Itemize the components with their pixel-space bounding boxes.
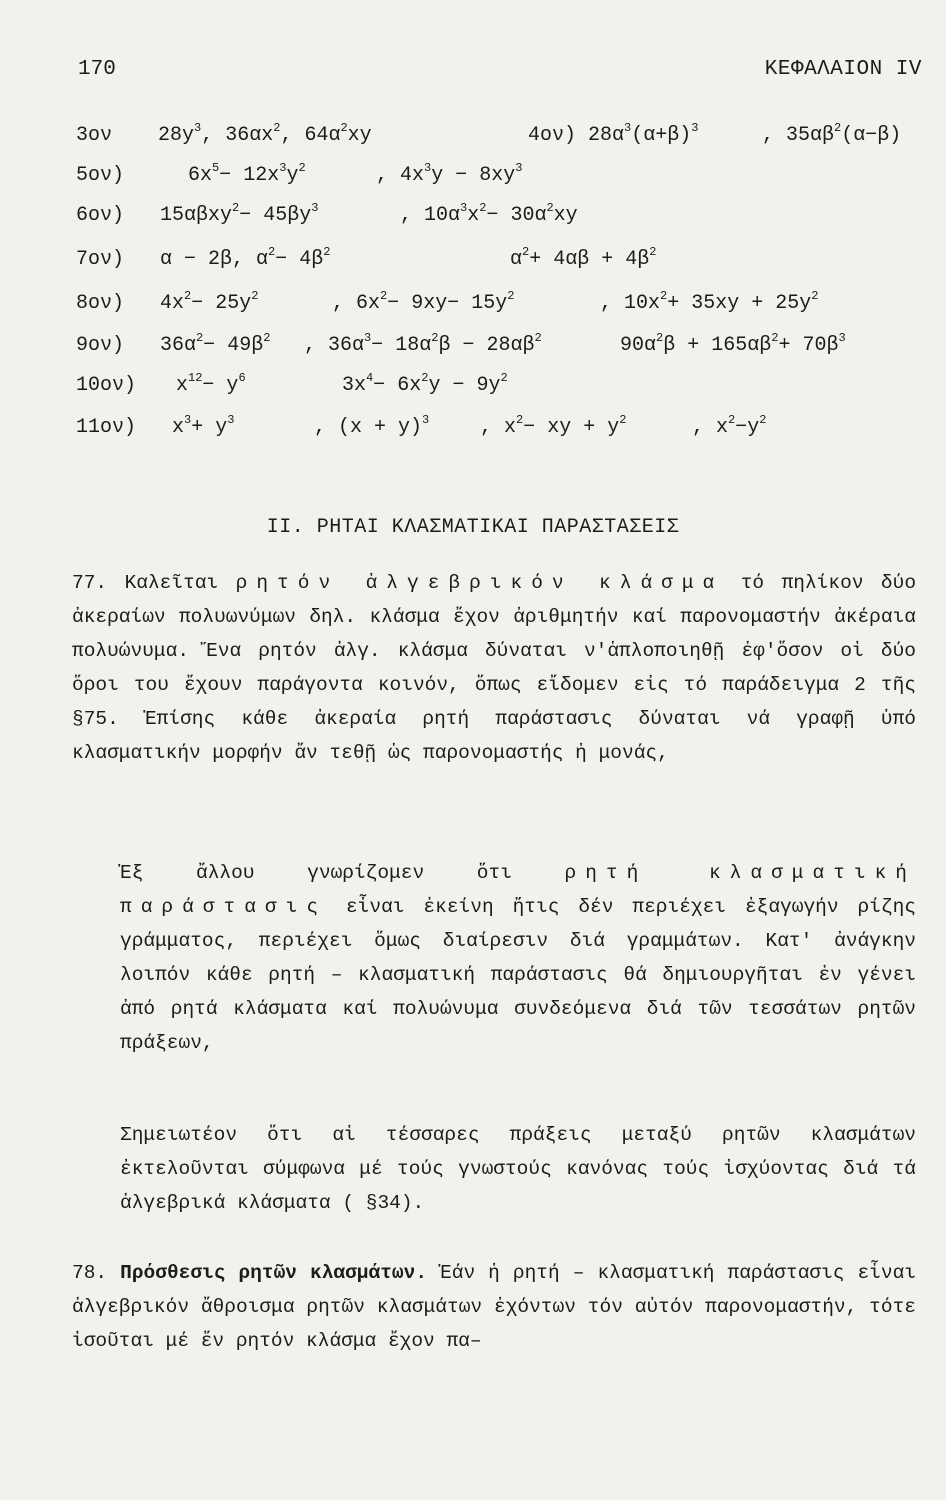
- paragraph-77-b: Ἐξ ἄλλου γνωρίζομεν ὅτι ρητή κλασματική παράστασις εἶναι ἐκείνη ἥτις δέν περιέχει ἐξαγωγήν ρίζης γράμματος, περιέχει ὅμως διαίρεσιν διά γραμμάτων. Κατ' ἀνάγκην λοιπόν κάθε ρητή – κλασματική παράστασις θά δημιουργῆται ἐν γένει ἀπό ρητά κλάσματα καί πολυώνυμα συνδεόμενα διά τῶν τεσσάτων ρητῶν πράξεων,: [120, 862, 917, 1054]
- paragraph-number: 78.: [72, 1262, 108, 1284]
- exercise-label: 9ον): [76, 334, 125, 357]
- expression: , $x^2-y^2$: [692, 413, 767, 439]
- exercise-label: 5ον): [76, 164, 125, 187]
- expression: $\alpha^2+ 4\alpha\beta + 4\beta^2$: [510, 245, 657, 271]
- paragraph-heading: Πρόσθεσις ρητῶν κλασμάτων.: [120, 1262, 428, 1284]
- exercise-label: 11ον): [76, 416, 137, 439]
- expression: $3x^4- 6x^2y - 9y^2$: [342, 371, 508, 397]
- exercise-row-3: [76, 121, 936, 156]
- exercise-label: 6ον): [76, 204, 125, 227]
- expression: 4ον) $28\alpha^3(\alpha+\beta)^3$: [528, 121, 699, 147]
- defined-term: ρητή κλασματική παράστασις: [120, 862, 916, 918]
- expression: $6x^5- 12x^3y^2$: [188, 161, 306, 187]
- exercise-row-8: [76, 289, 936, 324]
- section-title: II. ΡΗΤΑΙ ΚΛΑΣΜΑΤΙΚΑΙ ΠΑΡΑΣΤΑΣΕΙΣ: [266, 516, 680, 539]
- exercise-row-6: [76, 201, 936, 236]
- exercise-label: 3ον: [76, 124, 113, 147]
- exercise-label: 10ον): [76, 374, 137, 397]
- expression: $4x^2- 25y^2$: [160, 289, 259, 315]
- expression: $x^3+ y^3$: [172, 413, 235, 439]
- exercise-row-5: [76, 161, 936, 196]
- expression: , $(x + y)^3$: [314, 413, 430, 439]
- paragraph-78: 78. Πρόσθεσις ρητῶν κλασμάτων. Ἐάν ἡ ρητή – κλασματική παράστασις εἶναι ἀλγεβρικόν ἄθροισμα ρητῶν κλασμάτων ἐχόντων τόν αὐτόν παρονομαστήν, τότε ἰσοῦται μέ ἕν ρητόν κλάσμα ἔχον πα–: [72, 1262, 917, 1352]
- paragraph-number: 77.: [72, 572, 108, 594]
- expression: , $6x^2- 9xy- 15y^2$: [332, 289, 515, 315]
- defined-term: ρητόν ἀλγεβρικόν κλάσμα: [235, 572, 724, 594]
- expression: , $4x^3y - 8xy^3$: [376, 161, 523, 187]
- exercise-row-10: [76, 371, 936, 406]
- paragraph-77-c: Σημειωτέον ὅτι αἱ τέσσαρες πράξεις μεταξύ ρητῶν κλασμάτων ἐκτελοῦνται σύμφωνα μέ τούς γνωστούς κανόνας τούς ἰσχύοντας διά τά ἀλγεβρικά κλάσματα ( §34).: [120, 1124, 916, 1214]
- expression: , $x^2-$ xy + $y^2$: [480, 413, 627, 439]
- paragraph-77: 77. Καλεῖται ρητόν ἀλγεβρικόν κλάσμα τό πηλίκον δύο ἀκεραίων πολυωνύμων δηλ. κλάσμα ἔχον ἀριθμητήν καί παρονομαστήν ἀκέραια πολυώνυμα. Ἕνα ρητόν ἀλγ. κλάσμα δύναται ν'ἁπλοποιηθῇ ἐφ'ὅσον οἱ δύο ὅροι του ἔχουν παράγοντα κοινόν, ὅπως εἴδομεν εἰς τό παράδειγμα 2 τῆς §75. Ἐπίσης κάθε ἀκεραία ρητή παράστασις δύναται νά γραφῇ ὑπό κλασματικήν μορφήν ἄν τεθῇ ὡς παρονομαστής ἡ μονάς,: [72, 572, 917, 764]
- expression: α − 2β, $\alpha^2- 4\beta^2$: [160, 245, 331, 271]
- expression: , $36\alpha^3- 18\alpha^2\beta - 28\alpha\beta^2$: [304, 331, 542, 357]
- page-header: [78, 58, 922, 88]
- chapter-title: ΚΕΦΑΛΑΙΟΝ IV: [764, 58, 922, 81]
- expression: , $10x^2+ 35xy + 25y^2$: [600, 289, 819, 315]
- expression: , $10\alpha^3x^2- 30\alpha^2xy$: [400, 201, 578, 227]
- expression: $15\alpha\beta xy^2- 45\beta y^3$: [160, 201, 319, 227]
- expression: $28y^3$, $36\alpha x^2$, $64\alpha^2xy$: [158, 121, 372, 147]
- expression: $x^{12}- y^6$: [176, 371, 246, 397]
- expression: , $35\alpha\beta^2(\alpha-\beta)$: [762, 121, 902, 147]
- exercise-row-9: [76, 331, 936, 366]
- page-number: 170: [78, 58, 116, 81]
- exercise-label: 7ον): [76, 248, 125, 271]
- exercise-row-7: [76, 245, 936, 280]
- expression: $36\alpha^2- 49\beta^2$: [160, 331, 271, 357]
- exercise-label: 8ον): [76, 292, 125, 315]
- expression: $90\alpha^2\beta + 165\alpha\beta^2+ 70\beta^3$: [620, 331, 846, 357]
- exercise-row-11: [76, 413, 936, 448]
